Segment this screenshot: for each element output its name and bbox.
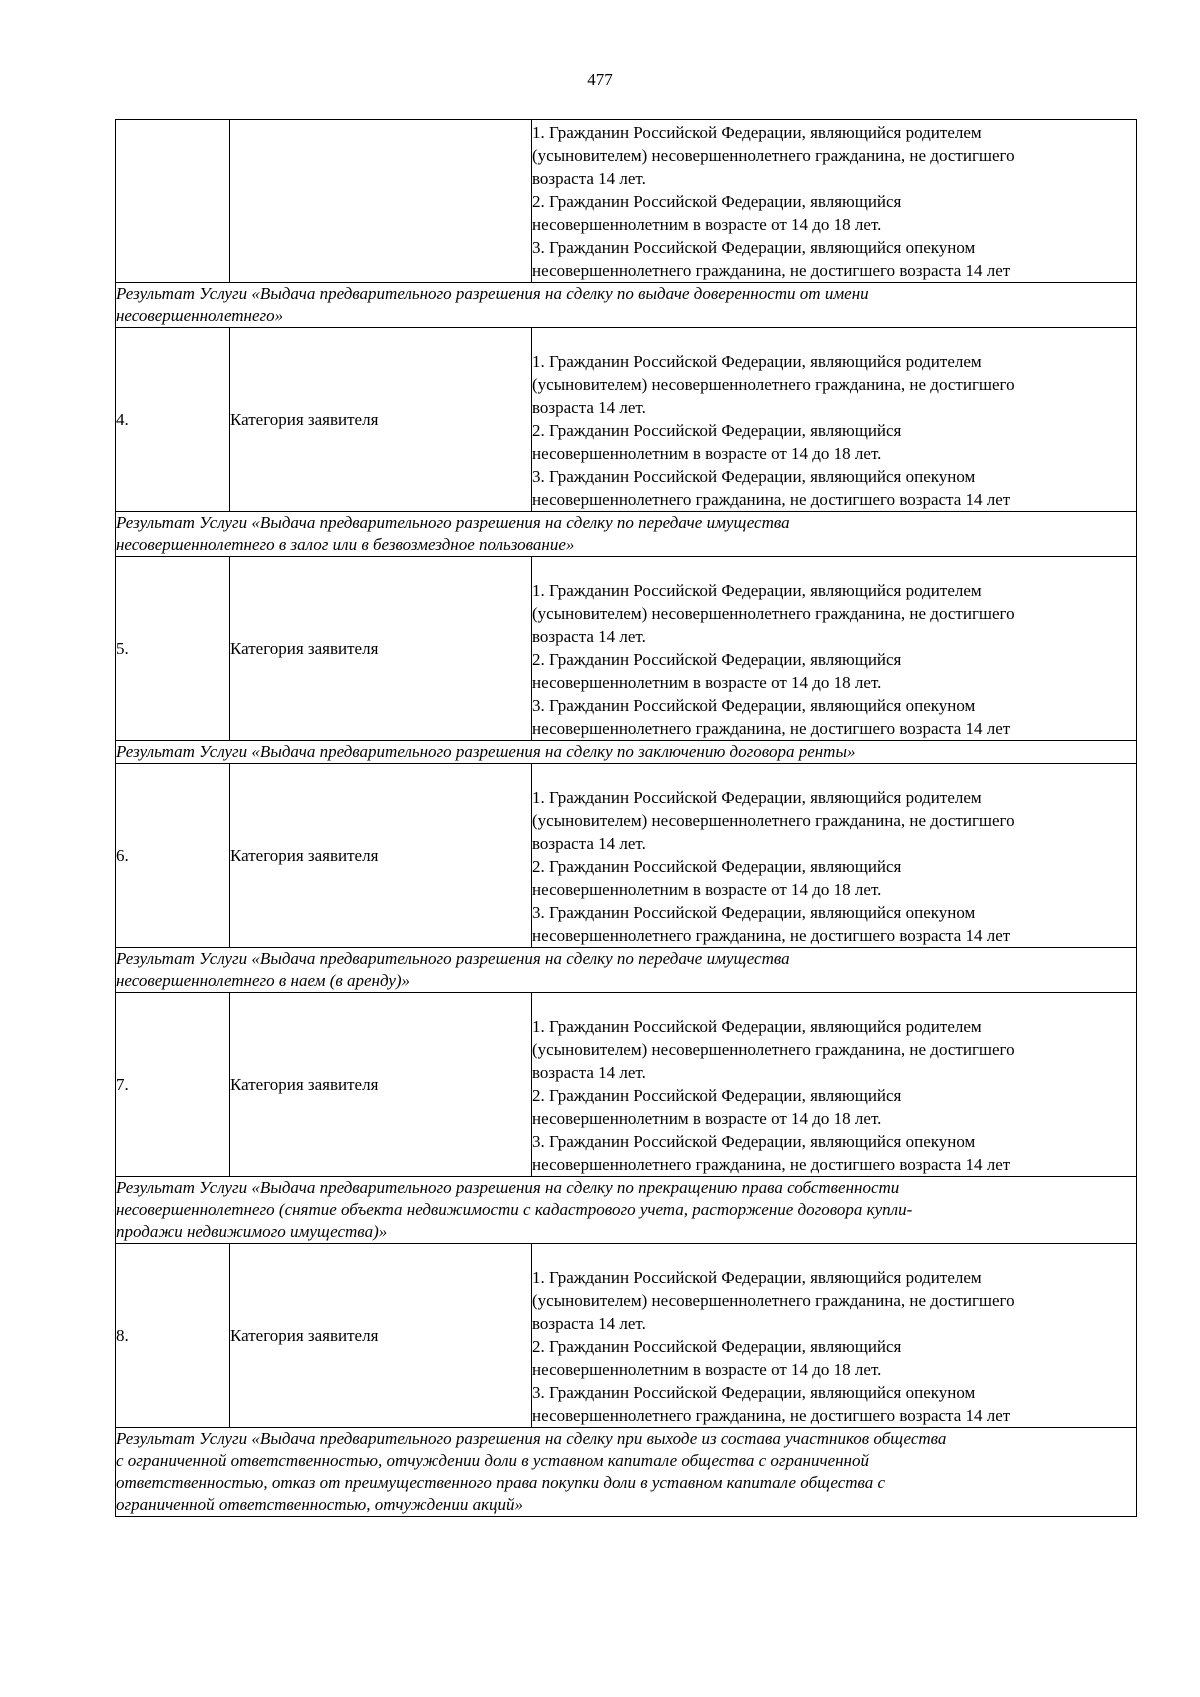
service-result-line: с ограниченной ответственностью, отчуждении доли в уставном капитале общества с ограниченной <box>116 1451 869 1470</box>
criterion-values <box>532 328 1137 512</box>
service-result-row <box>116 1428 1137 1517</box>
criterion-value-line: 3. Гражданин Российской Федерации, являющийся опекуном <box>532 467 976 486</box>
criterion-value-line: возраста 14 лет. <box>532 627 646 646</box>
criterion-values <box>532 993 1137 1177</box>
service-result-line: Результат Услуги «Выдача предварительного разрешения на сделку по заключению договора ренты» <box>116 742 856 761</box>
criterion-value-line: возраста 14 лет. <box>532 834 646 853</box>
service-result-line: Результат Услуги «Выдача предварительного разрешения на сделку по передаче имущества <box>116 513 790 532</box>
criterion-value-line: 1. Гражданин Российской Федерации, являющийся родителем <box>532 788 982 807</box>
service-result-line: Результат Услуги «Выдача предварительного разрешения на сделку по выдаче доверенности от имени <box>116 284 869 303</box>
criterion-value-line: несовершеннолетнего гражданина, не достигшего возраста 14 лет <box>532 1406 1011 1425</box>
service-result-row <box>116 1177 1137 1244</box>
service-result-row <box>116 741 1137 764</box>
criterion-values <box>532 764 1137 948</box>
criterion-value-line: 2. Гражданин Российской Федерации, являющийся <box>532 650 902 669</box>
criterion-value-line: несовершеннолетним в возрасте от 14 до 18 лет. <box>532 673 882 692</box>
criterion-value-line: (усыновителем) несовершеннолетнего гражданина, не достигшего <box>532 1040 1015 1059</box>
criterion-values <box>532 1244 1137 1428</box>
service-result-text <box>116 512 1137 557</box>
service-result-line: несовершеннолетнего» <box>116 306 284 325</box>
criterion-value-line: 3. Гражданин Российской Федерации, являющийся опекуном <box>532 238 976 257</box>
applicant-category-row <box>116 557 1137 741</box>
criterion-value-line: несовершеннолетним в возрасте от 14 до 18 лет. <box>532 1109 882 1128</box>
service-result-text <box>116 1177 1137 1244</box>
applicant-category-table <box>115 119 1137 1517</box>
criterion-value-line: несовершеннолетнего гражданина, не достигшего возраста 14 лет <box>532 490 1011 509</box>
criterion-value-line: возраста 14 лет. <box>532 398 646 417</box>
service-result-row <box>116 283 1137 328</box>
criterion-value-line: 3. Гражданин Российской Федерации, являющийся опекуном <box>532 1383 976 1402</box>
row-number: 6. <box>116 764 230 948</box>
service-result-row <box>116 512 1137 557</box>
criterion-value-line: 3. Гражданин Российской Федерации, являющийся опекуном <box>532 696 976 715</box>
criterion-value-line: 2. Гражданин Российской Федерации, являющийся <box>532 421 902 440</box>
criterion-value-line: возраста 14 лет. <box>532 1063 646 1082</box>
criterion-value-line: 2. Гражданин Российской Федерации, являющийся <box>532 192 902 211</box>
criterion-value-line: 1. Гражданин Российской Федерации, являющийся родителем <box>532 1017 982 1036</box>
row-number: 5. <box>116 557 230 741</box>
page-number: 477 <box>587 70 613 89</box>
row-number: 4. <box>116 328 230 512</box>
applicant-category-row <box>116 1244 1137 1428</box>
row-number: 7. <box>116 993 230 1177</box>
criterion-value-line: (усыновителем) несовершеннолетнего гражданина, не достигшего <box>532 375 1015 394</box>
criterion-label: Категория заявителя <box>230 1244 532 1428</box>
criterion-value-line: несовершеннолетним в возрасте от 14 до 18 лет. <box>532 1360 882 1379</box>
criterion-value-line: несовершеннолетним в возрасте от 14 до 18 лет. <box>532 444 882 463</box>
criterion-value-line: несовершеннолетним в возрасте от 14 до 18 лет. <box>532 215 882 234</box>
row-number: 8. <box>116 1244 230 1428</box>
service-result-line: продажи недвижимого имущества)» <box>116 1222 388 1241</box>
criterion-value-line: 3. Гражданин Российской Федерации, являющийся опекуном <box>532 1132 976 1151</box>
criterion-label: Категория заявителя <box>230 993 532 1177</box>
criterion-label <box>230 120 532 283</box>
criterion-value-line: (усыновителем) несовершеннолетнего гражданина, не достигшего <box>532 811 1015 830</box>
criterion-value-line: несовершеннолетнего гражданина, не достигшего возраста 14 лет <box>532 261 1011 280</box>
criterion-values <box>532 557 1137 741</box>
service-result-line: ограниченной ответственностью, отчуждении акций» <box>116 1495 524 1514</box>
service-result-line: несовершеннолетнего в залог или в безвозмездное пользование» <box>116 535 575 554</box>
applicant-category-row <box>116 328 1137 512</box>
criterion-value-line: несовершеннолетним в возрасте от 14 до 18 лет. <box>532 880 882 899</box>
criterion-value-line: (усыновителем) несовершеннолетнего гражданина, не достигшего <box>532 1291 1015 1310</box>
criterion-value-line: 2. Гражданин Российской Федерации, являющийся <box>532 857 902 876</box>
criterion-value-line: 1. Гражданин Российской Федерации, являющийся родителем <box>532 352 982 371</box>
criterion-value-line: несовершеннолетнего гражданина, не достигшего возраста 14 лет <box>532 926 1011 945</box>
criterion-value-line: 1. Гражданин Российской Федерации, являющийся родителем <box>532 1268 982 1287</box>
criterion-value-line: возраста 14 лет. <box>532 169 646 188</box>
criterion-value-line: несовершеннолетнего гражданина, не достигшего возраста 14 лет <box>532 719 1011 738</box>
service-result-line: ответственностью, отказ от преимущественного права покупки доли в уставном капитале общества с <box>116 1473 886 1492</box>
service-result-line: несовершеннолетнего в наем (в аренду)» <box>116 971 411 990</box>
service-result-text <box>116 741 1137 764</box>
service-result-text <box>116 948 1137 993</box>
row-number <box>116 120 230 283</box>
table-body <box>116 120 1137 1517</box>
criterion-value-line: 3. Гражданин Российской Федерации, являющийся опекуном <box>532 903 976 922</box>
criterion-value-line: 2. Гражданин Российской Федерации, являющийся <box>532 1086 902 1105</box>
service-result-row <box>116 948 1137 993</box>
applicant-category-row <box>116 764 1137 948</box>
criterion-value-line: 1. Гражданин Российской Федерации, являющийся родителем <box>532 581 982 600</box>
criterion-value-line: 2. Гражданин Российской Федерации, являющийся <box>532 1337 902 1356</box>
criterion-value-line: 1. Гражданин Российской Федерации, являющийся родителем <box>532 123 982 142</box>
criterion-values <box>532 120 1137 283</box>
criterion-value-line: несовершеннолетнего гражданина, не достигшего возраста 14 лет <box>532 1155 1011 1174</box>
service-result-line: Результат Услуги «Выдача предварительного разрешения на сделку по передаче имущества <box>116 949 790 968</box>
applicant-category-row <box>116 120 1137 283</box>
criterion-value-line: (усыновителем) несовершеннолетнего гражданина, не достигшего <box>532 146 1015 165</box>
service-result-text <box>116 1428 1137 1517</box>
service-result-line: Результат Услуги «Выдача предварительного разрешения на сделку по прекращению права собственности <box>116 1178 900 1197</box>
criterion-label: Категория заявителя <box>230 557 532 741</box>
criterion-value-line: возраста 14 лет. <box>532 1314 646 1333</box>
service-result-line: несовершеннолетнего (снятие объекта недвижимости с кадастрового учета, расторжение договора купли- <box>116 1200 913 1219</box>
service-result-text <box>116 283 1137 328</box>
criterion-label: Категория заявителя <box>230 328 532 512</box>
criterion-label: Категория заявителя <box>230 764 532 948</box>
criterion-value-line: (усыновителем) несовершеннолетнего гражданина, не достигшего <box>532 604 1015 623</box>
service-result-line: Результат Услуги «Выдача предварительного разрешения на сделку при выходе из состава участников общества <box>116 1429 947 1448</box>
applicant-category-row <box>116 993 1137 1177</box>
